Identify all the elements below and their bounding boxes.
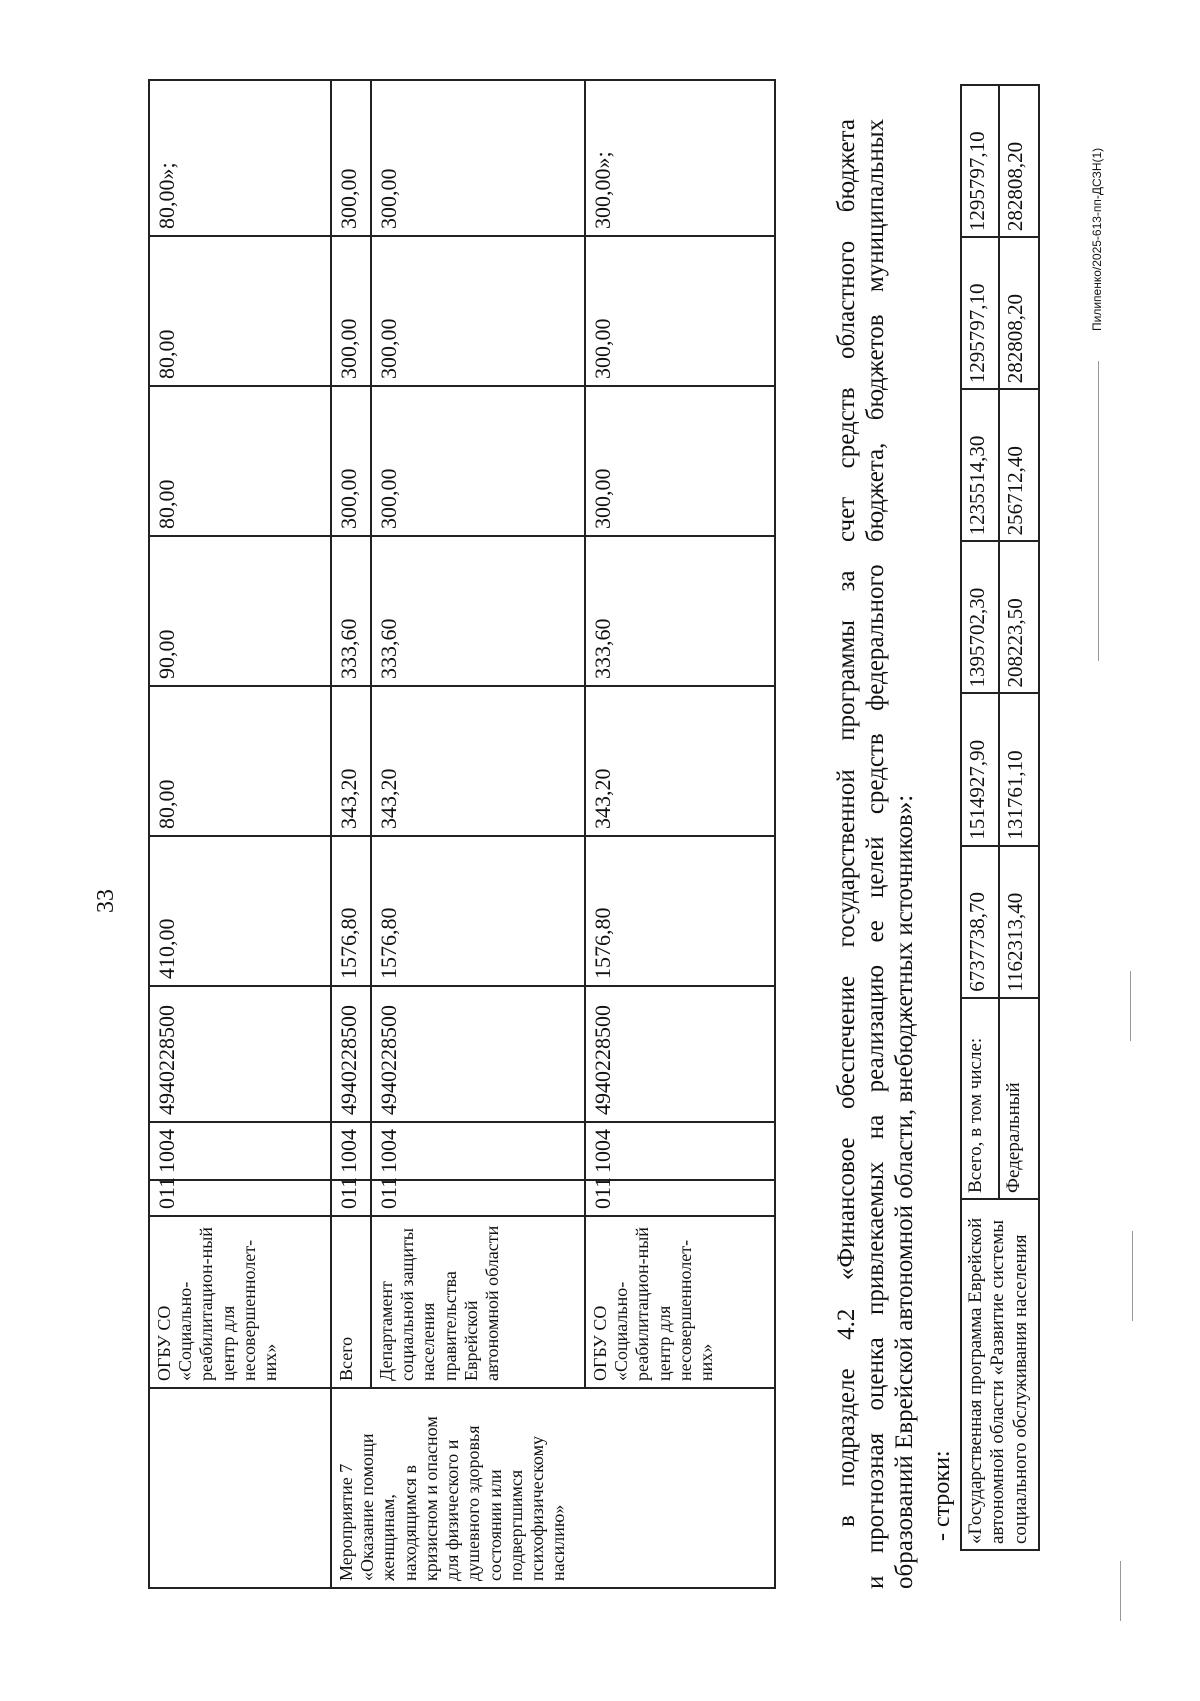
value-cell: 333,60 (371, 536, 585, 686)
value-cell: 300,00 (371, 386, 585, 536)
grbs-cell: 011 (331, 1180, 371, 1216)
value-cell: 1576,80 (331, 836, 371, 986)
value-cell: 1162313,40 (999, 846, 1039, 998)
value-cell: 343,20 (331, 686, 371, 836)
table-row (585, 80, 775, 1588)
value-cell: 333,60 (331, 536, 371, 686)
value-cell: 80,00 (149, 686, 331, 836)
csr-cell: 4940228500 (371, 986, 585, 1122)
main-table (148, 79, 776, 1589)
csr-cell: 4940228500 (331, 986, 371, 1122)
value-cell: 131761,10 (999, 694, 1039, 846)
scan-artifact-line (1098, 361, 1099, 661)
csr-cell: 4940228500 (149, 986, 331, 1122)
value-cell: 343,20 (371, 686, 585, 836)
value-cell: 1295797,10 (961, 85, 999, 237)
rows-label: - строки: (929, 1450, 955, 1541)
program-cell: «Государственная программа Еврейской автономной области «Развитие системы социального обслуживания населения (961, 1199, 1039, 1550)
measure-cell (149, 1388, 331, 1588)
scan-artifact-line (1130, 971, 1131, 1041)
executor-cell: ОГБУ СО «Социально-реабилитацион-ный центр для несовершеннолет-них» (149, 1216, 331, 1388)
executor-cell: ОГБУ СО «Социально-реабилитацион-ный центр для несовершеннолет-них» (585, 1216, 775, 1388)
value-cell: 1576,80 (585, 836, 775, 986)
section-cell: 1004 (149, 1122, 331, 1180)
value-cell: 410,00 (149, 836, 331, 986)
paragraph-line: образований Еврейской автономной области, внебюджетных источников»: (891, 794, 918, 1589)
value-cell: 80,00 (149, 236, 331, 386)
value-cell: 300,00 (331, 80, 371, 236)
value-cell: 300,00 (331, 386, 371, 536)
grbs-cell: 011 (149, 1180, 331, 1216)
value-cell: 282808,20 (999, 85, 1039, 237)
value-cell: 1576,80 (371, 836, 585, 986)
value-cell: 80,00 (149, 386, 331, 536)
table-row (371, 80, 585, 1588)
source-cell: Федеральный (999, 998, 1039, 1199)
value-cell: 256712,40 (999, 389, 1039, 541)
value-cell: 6737738,70 (961, 846, 999, 998)
subsection-paragraph (832, 119, 919, 1589)
table-row (331, 80, 371, 1588)
executor-cell: Департамент социальной защиты населения правительства Еврейской автономной области (371, 1216, 585, 1388)
value-cell: 300,00 (585, 386, 775, 536)
bottom-table (960, 84, 1040, 1551)
value-cell: 1514927,90 (961, 694, 999, 846)
csr-cell: 4940228500 (585, 986, 775, 1122)
table-row (961, 85, 999, 1550)
value-cell: 333,60 (585, 536, 775, 686)
table-row (149, 80, 331, 1588)
page-number: 33 (93, 889, 119, 913)
footer-file-reference: Пилипенко/2025-613-пп-ДСЗН(1) (1090, 147, 1104, 331)
value-cell: 208223,50 (999, 541, 1039, 693)
value-cell: 1295797,10 (961, 237, 999, 389)
section-cell: 1004 (585, 1122, 775, 1180)
value-cell: 300,00 (331, 236, 371, 386)
scan-artifact-line (1132, 1231, 1133, 1321)
paragraph-line: в подразделе 4.2 «Финансовое обеспечение государственной программы за счет средств областного бюджета (833, 119, 860, 1527)
value-cell: 80,00»; (149, 80, 331, 236)
executor-cell: Всего (331, 1216, 371, 1388)
value-cell: 300,00»; (585, 80, 775, 236)
value-cell: 300,00 (371, 80, 585, 236)
source-cell: Всего, в том числе: (961, 998, 999, 1199)
value-cell: 1395702,30 (961, 541, 999, 693)
section-cell: 1004 (331, 1122, 371, 1180)
measure-cell: Мероприятие 7 «Оказание помощи женщинам, находящимся в кризисном и опасном для физического и душевного здоровья состоянии или подвергшимся психофизическому насилию» (331, 1388, 775, 1588)
grbs-cell: 011 (585, 1180, 775, 1216)
grbs-cell: 011 (371, 1180, 585, 1216)
paragraph-line: и прогнозная оценка привлекаемых на реализацию ее целей средств федерального бюджета, бюджетов муниципальных (862, 119, 889, 1589)
value-cell: 300,00 (371, 236, 585, 386)
value-cell: 300,00 (585, 236, 775, 386)
scan-artifact-line (1120, 1561, 1121, 1621)
section-cell: 1004 (371, 1122, 585, 1180)
value-cell: 1235514,30 (961, 389, 999, 541)
value-cell: 90,00 (149, 536, 331, 686)
value-cell: 282808,20 (999, 237, 1039, 389)
value-cell: 343,20 (585, 686, 775, 836)
